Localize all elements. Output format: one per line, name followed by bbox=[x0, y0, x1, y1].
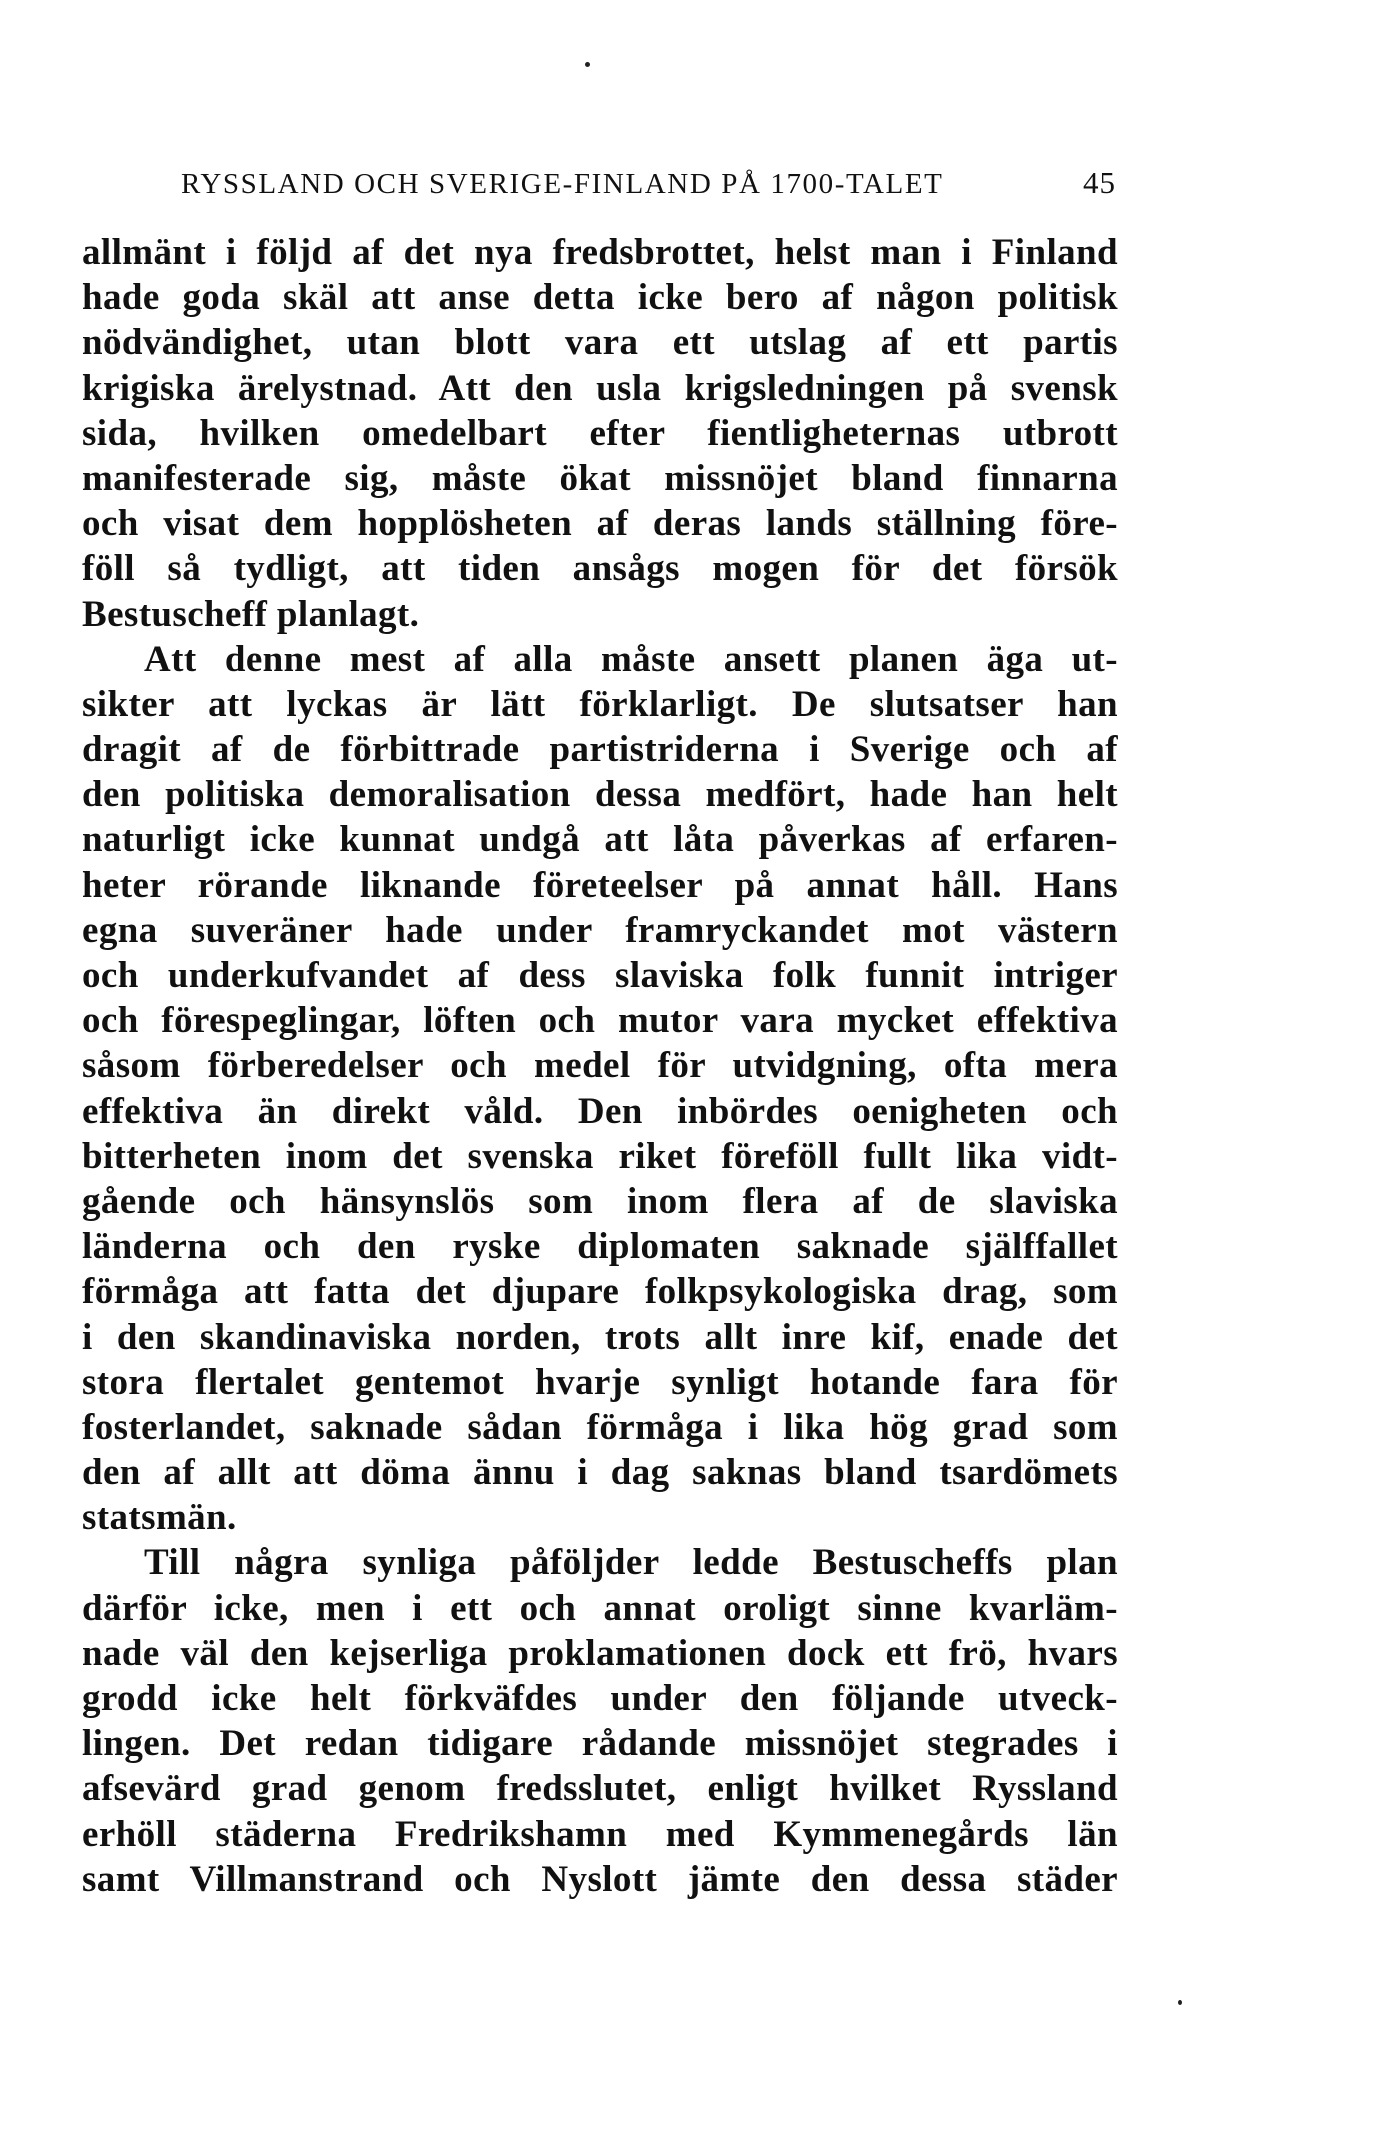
text-line: sida, hvilken omedelbart efter fientligheternas utbrott bbox=[82, 412, 1118, 454]
text-line: sikter att lyckas är lätt förklarligt. De slutsatser han bbox=[82, 683, 1118, 725]
text-line: och visat dem hopplösheten af deras lands ställning före- bbox=[82, 503, 1118, 545]
text-line: krigiska ärelystnad. Att den usla krigsledningen på svensk bbox=[82, 367, 1118, 409]
text-line: därför icke, men i ett och annat oroligt sinne kvarläm- bbox=[82, 1587, 1118, 1629]
text-line: dragit af de förbittrade partistriderna i Sverige och af bbox=[82, 729, 1118, 771]
page-number: 45 bbox=[1083, 165, 1116, 200]
text-line: och förespeglingar, löften och mutor vara mycket effektiva bbox=[82, 1000, 1118, 1042]
text-line: den politiska demoralisation dessa medfört, hade han helt bbox=[82, 774, 1118, 816]
text-line: afsevärd grad genom fredsslutet, enligt hvilket Ryssland bbox=[82, 1768, 1118, 1810]
text-line: lingen. Det redan tidigare rådande missnöjet stegrades i bbox=[82, 1723, 1118, 1765]
text-line: samt Villmanstrand och Nyslott jämte den dessa städer bbox=[82, 1858, 1118, 1900]
text-line: förmåga att fatta det djupare folkpsykologiska drag, som bbox=[82, 1271, 1118, 1313]
text-line: såsom förberedelser och medel för utvidgning, ofta mera bbox=[82, 1045, 1118, 1087]
paragraph-start-line: Till några synliga påföljder ledde Bestuscheffs plan bbox=[144, 1542, 1118, 1584]
text-line: och underkufvandet af dess slaviska folk funnit intriger bbox=[82, 955, 1118, 996]
text-line: hade goda skäl att anse detta icke bero af någon politisk bbox=[82, 277, 1118, 319]
text-line: egna suveräner hade under framryckandet mot västern bbox=[82, 909, 1118, 951]
print-speck-right bbox=[1178, 2000, 1182, 2005]
text-line: allmänt i följd af det nya fredsbrottet, helst man i Finland bbox=[82, 232, 1118, 273]
text-line: heter rörande liknande företeelser på annat håll. Hans bbox=[82, 864, 1118, 906]
text-line: bitterheten inom det svenska riket föreföll fullt lika vidt- bbox=[82, 1135, 1118, 1177]
text-line: nade väl den kejserliga proklamationen dock ett frö, hvars bbox=[82, 1632, 1118, 1674]
text-line: grodd icke helt förkväfdes under den följande utveck- bbox=[82, 1678, 1118, 1719]
text-line: nödvändighet, utan blott vara ett utslag af ett partis bbox=[82, 322, 1118, 364]
text-line: länderna och den ryske diplomaten saknade själffallet bbox=[82, 1226, 1118, 1268]
text-line: stora flertalet gentemot hvarje synligt hotande fara för bbox=[82, 1361, 1118, 1403]
text-line: naturligt icke kunnat undgå att låta påverkas af erfaren- bbox=[82, 819, 1118, 861]
paragraph-end-line: Bestuscheff planlagt. bbox=[82, 593, 420, 635]
text-line: den af allt att döma ännu i dag saknas bland tsardömets bbox=[82, 1452, 1118, 1494]
body-text bbox=[82, 230, 1118, 1902]
text-line: föll så tydligt, att tiden ansågs mogen för det försök bbox=[82, 548, 1118, 590]
paragraph-end-line: statsmän. bbox=[82, 1497, 237, 1539]
running-title: RYSSLAND OCH SVERIGE-FINLAND PÅ 1700-TALET bbox=[181, 168, 944, 200]
paragraph-start-line: Att denne mest af alla måste ansett planen äga ut- bbox=[144, 638, 1118, 680]
text-line: fosterlandet, saknade sådan förmåga i lika hög grad som bbox=[82, 1406, 1118, 1448]
running-head bbox=[181, 165, 1116, 205]
text-line: i den skandinaviska norden, trots allt inre kif, enade det bbox=[82, 1316, 1118, 1358]
print-speck-top bbox=[585, 62, 590, 67]
text-line: gående och hänsynslös som inom flera af de slaviska bbox=[82, 1180, 1118, 1222]
text-line: manifesterade sig, måste ökat missnöjet bland finnarna bbox=[82, 457, 1118, 499]
text-line: effektiva än direkt våld. Den inbördes oenigheten och bbox=[82, 1090, 1118, 1132]
text-line: erhöll städerna Fredrikshamn med Kymmenegårds län bbox=[82, 1813, 1118, 1855]
